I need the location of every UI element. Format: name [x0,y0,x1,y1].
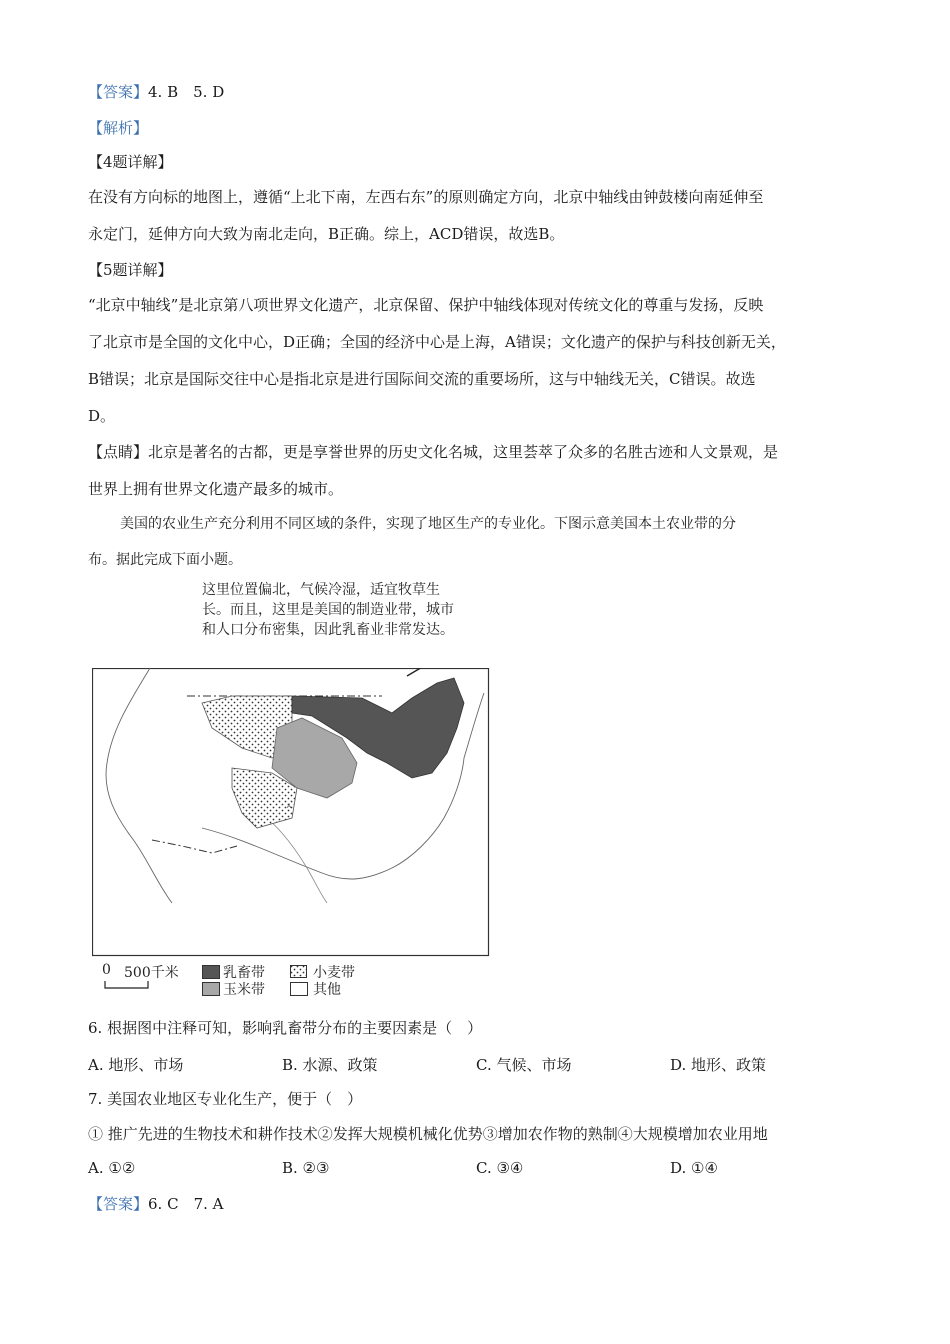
answer-tag: 【答案】 [88,83,149,101]
callout-line-2: 长。而且，这里是美国的制造业带，城市 [202,602,454,618]
q7-option-b: B. ②③ [282,1159,330,1177]
answer-line-2 [88,1194,224,1214]
us-map [92,668,492,968]
intro-line-1: 美国的农业生产充分利用不同区域的条件，实现了地区生产的专业化。下图示意美国本土农业带的分 [120,516,736,532]
legend-corn-swatch [202,982,220,996]
answer-tag-2: 【答案】 [88,1195,149,1213]
answer-text-2: 6. C 7. A [148,1195,224,1213]
q4-title: 【4题详解】 [88,153,173,171]
callout-line-1: 这里位置偏北，气候冷湿，适宜牧草生 [202,582,440,598]
q5-title: 【5题详解】 [88,261,173,279]
q4-line-1: 在没有方向标的地图上，遵循“上北下南，左西右东”的原则确定方向，北京中轴线由钟鼓楼向南延伸至 [88,188,764,206]
analysis-tag: 【解析】 [88,119,149,137]
q6-option-b: B. 水源、政策 [282,1056,378,1074]
q7-option-a: A. ①② [88,1159,136,1177]
us-agri-map-figure [92,580,492,1000]
svg-text:A: A [287,804,292,810]
q5-line-3: B错误；北京是国际交往中心是指北京是进行国际间交流的重要场所，这与中轴线无关，C错误。故选 [88,370,756,388]
legend-dairy-label: 乳畜带 [223,965,265,981]
q5-line-2: 了北京市是全国的文化中心，D正确；全国的经济中心是上海，A错误；文化遗产的保护与科技创新无关， [88,333,786,351]
legend-other-label: 其他 [313,982,341,998]
q6-stem: 6. 根据图中注释可知，影响乳畜带分布的主要因素是（ ） [88,1019,483,1037]
legend-other-swatch [290,982,308,996]
q7-statements: ① 推广先进的生物技术和耕作技术②发挥大规模机械化优势③增加农作物的熟制④大规模增加农业用地 [88,1125,768,1143]
q7-option-d: D. ①④ [670,1159,718,1177]
scale-value: 500千米 [124,965,179,981]
callout-line-3: 和人口分布密集，因此乳畜业非常发达。 [202,622,454,638]
answer-text: 4. B 5. D [148,83,225,101]
legend-dairy-swatch [202,965,220,979]
q7-option-c: C. ③④ [476,1159,524,1177]
legend-wheat-swatch [290,965,308,979]
legend-wheat-label: 小麦带 [313,965,355,981]
answer-line-1 [88,82,224,102]
q5-line-4: D。 [88,407,116,425]
q4-line-2: 永定门，延伸方向大致为南北走向，B正确。综上，ACD错误，故选B。 [88,225,565,243]
scale-bar [104,980,150,990]
tip-line-2: 世界上拥有世界文化遗产最多的城市。 [88,480,344,498]
tip-line-1: 【点睛】北京是著名的古都，更是享誉世界的历史文化名城，这里荟萃了众多的名胜古迹和人文景观，是 [88,443,779,461]
q6-option-d: D. 地形、政策 [670,1056,767,1074]
q6-option-a: A. 地形、市场 [88,1056,184,1074]
q5-line-1: “北京中轴线”是北京第八项世界文化遗产，北京保留、保护中轴线体现对传统文化的尊重与发扬，反映 [88,296,764,314]
q6-option-c: C. 气候、市场 [476,1056,572,1074]
q7-stem: 7. 美国农业地区专业化生产，便于（ ） [88,1090,363,1108]
legend-corn-label: 玉米带 [223,982,265,998]
scale-zero: 0 [102,962,111,978]
intro-line-2: 布。据此完成下面小题。 [88,552,242,568]
map-callout [202,580,462,640]
